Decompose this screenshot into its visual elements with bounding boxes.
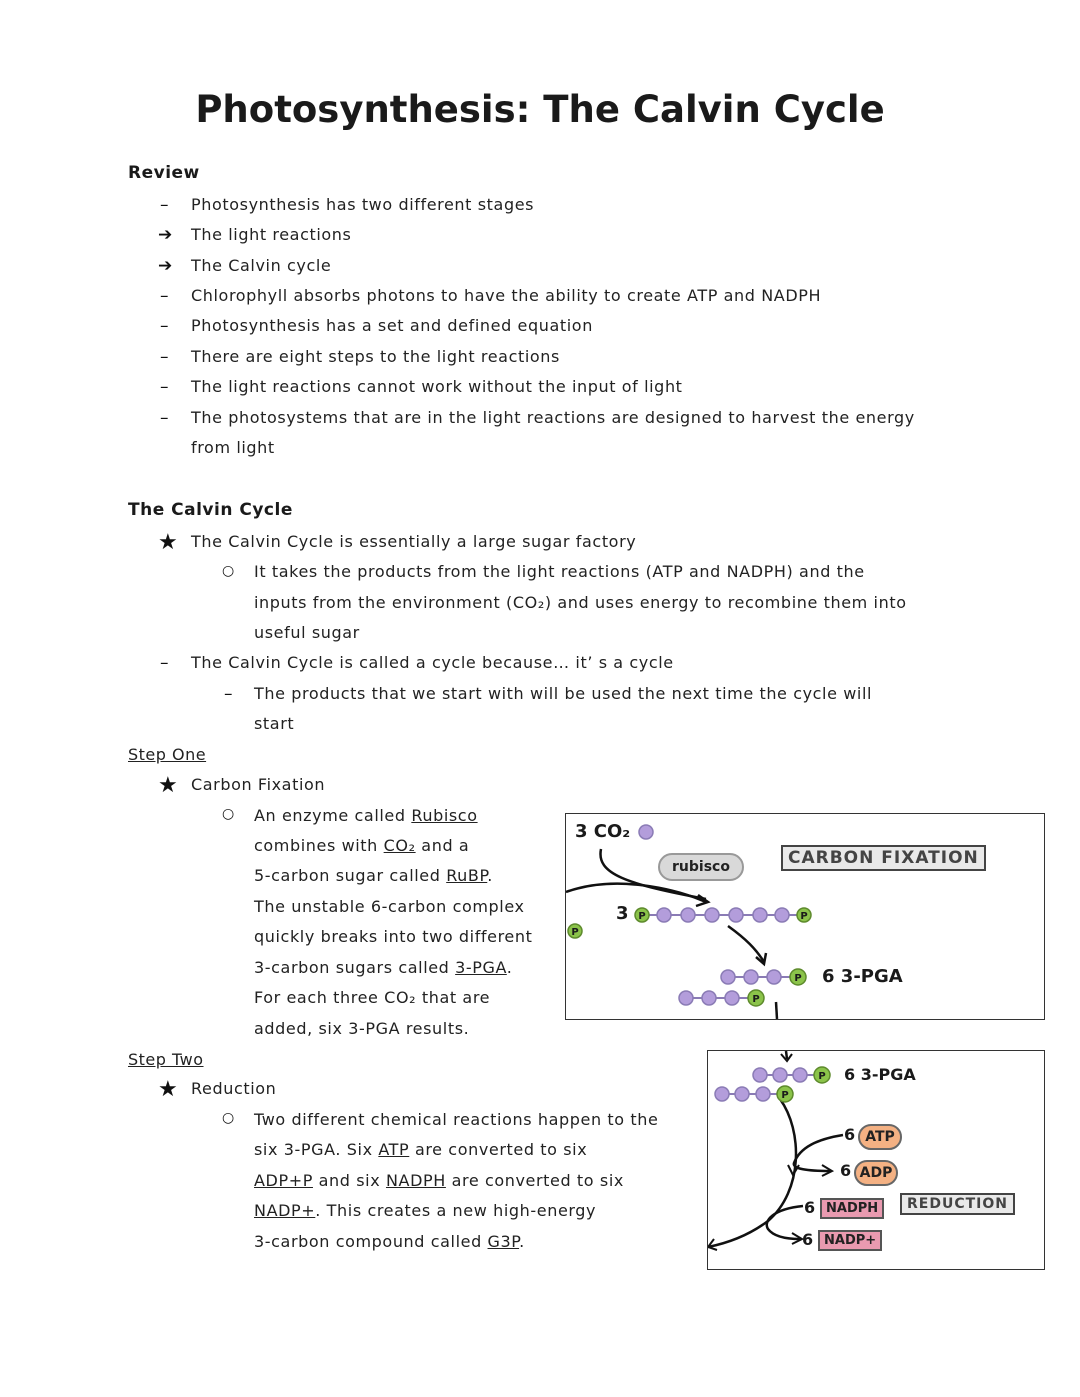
circle-marker: ○: [222, 563, 235, 579]
phosphate-label: P: [800, 911, 808, 922]
adp-count: 6: [840, 1161, 852, 1180]
step-one-heading: Step One: [128, 745, 207, 764]
carbon-fixation-diagram: [565, 813, 1045, 1020]
review-item: Chlorophyll absorbs photons to have the ability to create ATP and NADPH: [191, 286, 822, 305]
review-item: The Calvin cycle: [191, 256, 332, 275]
review-item-continuation: from light: [191, 438, 275, 457]
review-item: The light reactions cannot work without the input of light: [191, 377, 683, 396]
step-two-line-2: six 3-PGA. Six ATP are converted to six: [254, 1140, 588, 1159]
star-marker: ★: [158, 773, 178, 798]
rubisco-badge: rubisco: [658, 853, 744, 881]
dash-marker: –: [160, 347, 169, 367]
step-one-line-6: 3-carbon sugars called 3-PGA.: [254, 958, 513, 977]
step-two-line-4: NADP+. This creates a new high-energy: [254, 1201, 597, 1220]
step-one-line-3: 5-carbon sugar called RuBP.: [254, 866, 493, 885]
review-item: The light reactions: [191, 225, 352, 244]
calvin-sub-2-line-1: The products that we start with will be used the next time the cycle will: [254, 684, 873, 703]
page-title: Photosynthesis: The Calvin Cycle: [195, 88, 885, 131]
step-two-bullet: Reduction: [191, 1079, 277, 1098]
nadph-badge: NADPH: [820, 1198, 884, 1219]
review-item: There are eight steps to the light reactions: [191, 347, 560, 366]
step-one-line-5: quickly breaks into two different: [254, 927, 533, 946]
reduction-label: REDUCTION: [900, 1193, 1015, 1215]
calvin-sub-2-line-2: start: [254, 714, 295, 733]
pga-top-label: 6 3-PGA: [844, 1065, 916, 1084]
calvin-sub-1-line-1: It takes the products from the light reactions (ATP and NADPH) and the: [254, 562, 865, 581]
step-two-line-3: ADP+P and six NADPH are converted to six: [254, 1171, 624, 1190]
dash-marker: –: [160, 195, 169, 215]
step-two-heading: Step Two: [128, 1050, 204, 1069]
step-one-line-4: The unstable 6-carbon complex: [254, 897, 525, 916]
pga-result-label: 6 3-PGA: [822, 966, 903, 987]
dash-marker: –: [160, 653, 169, 673]
step-one-bullet: Carbon Fixation: [191, 775, 326, 794]
phosphate-label: P: [794, 973, 802, 984]
phosphate-label: P: [752, 994, 760, 1005]
calvin-heading: The Calvin Cycle: [128, 500, 293, 520]
circle-marker: ○: [222, 1110, 235, 1126]
step-two-line-1: Two different chemical reactions happen to the: [254, 1110, 659, 1129]
calvin-sub-1-line-2: inputs from the environment (CO₂) and uses energy to recombine them into: [254, 593, 907, 612]
adp-badge: ADP: [854, 1160, 898, 1186]
arrow-right-icon: ➔: [158, 225, 173, 245]
review-item: The photosystems that are in the light reactions are designed to harvest the energy: [191, 408, 915, 427]
phosphate-label: P: [571, 927, 579, 938]
review-item: Photosynthesis has two different stages: [191, 195, 535, 214]
phosphate-label: P: [781, 1090, 789, 1101]
review-heading: Review: [128, 163, 200, 183]
dash-marker: –: [160, 377, 169, 397]
step-one-line-7: For each three CO₂ that are: [254, 988, 491, 1007]
star-marker: ★: [158, 1077, 178, 1102]
dash-marker: –: [224, 684, 233, 704]
nadph-count: 6: [804, 1198, 816, 1217]
nadp-badge: NADP+: [818, 1230, 882, 1251]
step-one-line-1: An enzyme called Rubisco: [254, 806, 478, 825]
dash-marker: –: [160, 408, 169, 428]
dash-marker: –: [160, 316, 169, 336]
review-item: Photosynthesis has a set and defined equation: [191, 316, 593, 335]
step-one-line-2: combines with CO₂ and a: [254, 836, 470, 855]
reduction-diagram: [707, 1050, 1045, 1270]
carbon-fixation-label: CARBON FIXATION: [781, 845, 986, 871]
star-marker: ★: [158, 530, 178, 555]
dash-marker: –: [160, 286, 169, 306]
phosphate-label: P: [818, 1071, 826, 1082]
circle-marker: ○: [222, 806, 235, 822]
co2-label: 3 CO₂: [575, 821, 631, 842]
calvin-bullet-2: The Calvin Cycle is called a cycle because… it’ s a cycle: [191, 653, 674, 672]
calvin-bullet-1: The Calvin Cycle is essentially a large sugar factory: [191, 532, 637, 551]
atp-badge: ATP: [858, 1124, 902, 1150]
step-one-line-8: added, six 3-PGA results.: [254, 1019, 470, 1038]
step-two-line-5: 3-carbon compound called G3P.: [254, 1232, 525, 1251]
three-label: 3: [616, 903, 629, 924]
atp-count: 6: [844, 1125, 856, 1144]
calvin-sub-1-line-3: useful sugar: [254, 623, 360, 642]
phosphate-label: P: [638, 911, 646, 922]
nadp-count: 6: [802, 1230, 814, 1249]
arrow-right-icon: ➔: [158, 256, 173, 276]
